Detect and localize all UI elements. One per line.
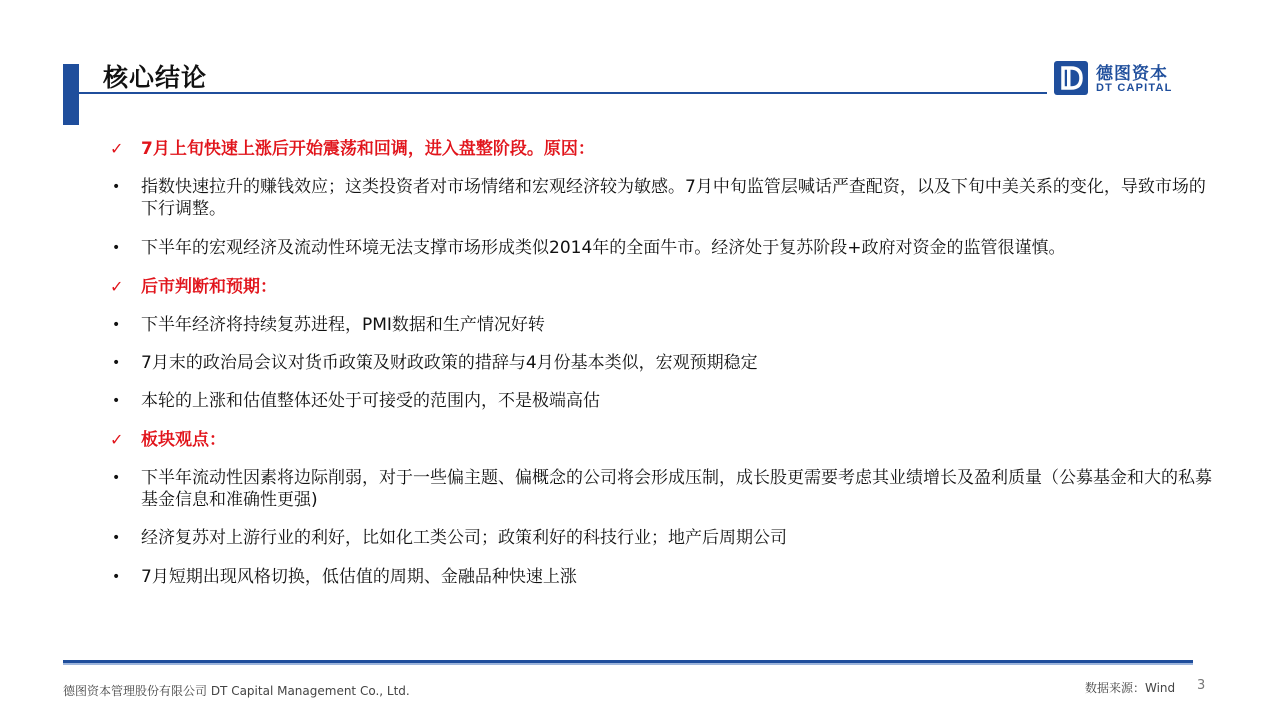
title-accent-bar xyxy=(63,64,79,125)
list-item-text: 下半年流动性因素将边际削弱，对于一些偏主题、偏概念的公司将会形成压制，成长股更需要考虑其业绩增长及盈利质量（公募基金和大的私募基金信息和准确性更强) xyxy=(141,468,1212,510)
bullet-icon: • xyxy=(112,393,121,409)
heading-text: 7月上旬快速上涨后开始震荡和回调，进入盘整阶段。原因： xyxy=(141,139,595,159)
title-underline xyxy=(79,92,1047,94)
bullet-icon: • xyxy=(112,569,121,585)
footer-company: 德图资本管理股份有限公司 DT Capital Management Co., Ltd. xyxy=(63,684,410,698)
page-title: 核心结论 xyxy=(103,63,208,92)
bullet-icon: • xyxy=(112,530,121,546)
bullet-icon: • xyxy=(112,317,121,333)
check-icon: ✓ xyxy=(110,139,124,158)
company-logo xyxy=(1054,61,1184,97)
footer-source: 数据来源：Wind xyxy=(1085,681,1176,695)
list-item-text: 经济复苏对上游行业的利好，比如化工类公司；政策利好的科技行业；地产后周期公司 xyxy=(141,528,787,548)
heading-text: 后市判断和预期： xyxy=(141,277,277,297)
check-icon: ✓ xyxy=(110,430,124,449)
bullet-icon: • xyxy=(112,470,121,486)
bullet-icon: • xyxy=(112,240,121,256)
list-item-text: 7月末的政治局会议对货币政策及财政政策的措辞与4月份基本类似，宏观预期稳定 xyxy=(141,353,758,373)
dt-logo-icon xyxy=(1054,61,1088,95)
page-number: 3 xyxy=(1197,678,1206,693)
logo-english-name: DT CAPITAL xyxy=(1096,82,1173,94)
list-item-text: 下半年的宏观经济及流动性环境无法支撑市场形成类似2014年的全面牛市。经济处于复苏阶段+政府对资金的监管很谨慎。 xyxy=(141,238,1066,258)
list-item-text: 本轮的上涨和估值整体还处于可接受的范围内，不是极端高估 xyxy=(141,391,600,411)
heading-text: 板块观点： xyxy=(141,430,226,450)
list-item-text: 下半年经济将持续复苏进程，PMI数据和生产情况好转 xyxy=(141,315,545,335)
check-icon: ✓ xyxy=(110,277,124,296)
logo-chinese-name: 德图资本 xyxy=(1096,64,1168,84)
list-item-text: 指数快速拉升的赚钱效应；这类投资者对市场情绪和宏观经济较为敏感。7月中旬监管层喊话严查配资，以及下旬中美关系的变化，导致市场的下行调整。 xyxy=(141,177,1206,219)
list-item-text: 7月短期出现风格切换，低估值的周期、金融品种快速上涨 xyxy=(141,567,577,587)
bullet-icon: • xyxy=(112,355,121,371)
bullet-icon: • xyxy=(112,179,121,195)
footer-divider-light xyxy=(63,663,1193,665)
